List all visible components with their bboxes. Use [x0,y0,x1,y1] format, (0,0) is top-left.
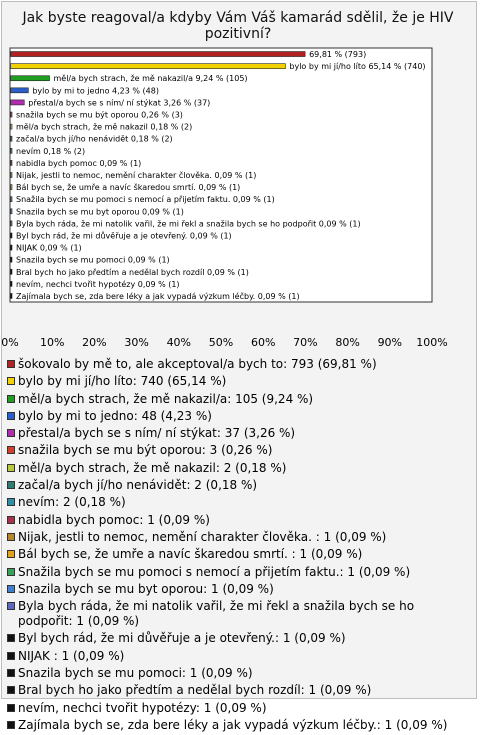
x-tick-label: 80% [335,336,360,349]
legend-label: Byla bych ráda, že mi natolik vařil, že mi řekl a snažila bych se ho podpořit: 1 (0,09 %) [18,599,415,629]
bar-chart [0,0,480,356]
legend-swatch [7,686,15,694]
legend-swatch [7,533,15,541]
legend-item-5 [7,426,472,441]
legend-swatch [7,585,15,593]
bar-19 [11,269,13,274]
bar-1 [11,52,306,57]
bar-label-5: přestal/a bych se s ním/ ní stýkat 3,26 % (37) [28,98,211,108]
legend-label: Snazila bych se mu byt oporou: 1 (0,09 %) [18,581,274,596]
bar-15 [11,221,13,226]
legend-item-12 [7,547,472,562]
bar-21 [11,293,13,298]
bar-label-13: Snažila bych se mu pomoci s nemocí a přijetím faktu. 0,09 % (1) [16,195,275,205]
legend-label: Byl bych rád, že mi důvěřuje a je otevřený.: 1 (0,09 %) [18,631,346,646]
legend-item-20 [7,701,472,716]
bar-label-1: 69,81 % (793) [309,50,367,60]
x-tick-label: 60% [250,336,276,349]
legend-swatch [7,704,15,712]
legend-label: bylo by mi jí/ho líto: 740 (65,14 %) [18,374,227,389]
legend-item-8 [7,478,472,493]
bar-16 [11,233,13,238]
bar-label-10: nabidla bych pomoc 0,09 % (1) [16,158,142,168]
legend-label: Bál bych se, že umře a navíc škaredou smrtí. : 1 (0,09 %) [18,547,363,562]
x-tick-label: 10% [39,336,65,349]
bar-7 [11,124,13,129]
bar-label-9: nevím 0,18 % (2) [16,146,86,156]
legend-swatch [7,446,15,454]
bar-4 [11,88,29,93]
legend-swatch [7,721,15,729]
legend-swatch [7,652,15,660]
bar-9 [11,148,13,153]
bar-label-4: bylo by mi to jedno 4,23 % (48) [32,86,159,96]
legend-swatch [7,412,15,420]
legend-label: šokovalo by mě to, ale akceptoval/a bych to: 793 (69,81 %) [18,357,377,371]
bar-label-17: NIJAK 0,09 % (1) [16,243,82,253]
bar-label-19: Bral bych ho jako předtím a nedělal bych rozdíl 0,09 % (1) [16,267,249,277]
bar-20 [11,281,13,286]
legend-swatch [7,602,15,610]
bar-label-12: Bál bych se, že umře a navíc škaredou smrtí. 0,09 % (1) [16,183,241,193]
legend-item-7 [7,461,472,476]
bar-11 [11,173,13,178]
bar-label-18: Snazila bych se mu pomoci 0,09 % (1) [16,255,170,265]
bar-label-21: Zajímala bych se, zda bere léky a jak vypadá výzkum léčby. 0,09 % (1) [16,291,300,301]
legend-label: bylo by mi to jedno: 48 (4,23 %) [18,408,212,423]
x-tick-label: 0% [1,336,19,349]
legend-label: měl/a bych strach, že mě nakazil: 2 (0,18 %) [18,460,287,475]
x-tick-label: 40% [166,336,192,349]
legend-swatch [7,377,15,385]
bar-10 [11,160,13,165]
bar-6 [11,112,13,117]
bar-5 [11,100,25,105]
legend-swatch [7,550,15,558]
bar-13 [11,197,13,202]
x-tick-label: 100% [416,336,448,349]
x-tick-label: 20% [82,336,107,349]
bar-label-11: Nijak, jestli to nemoc, nemění charakter člověka. 0,09 % (1) [16,171,257,180]
chart-title: Jak byste reagoval/a kdyby Vám Váš kamarád sdělil, že je HIV pozitivní? [22,10,454,42]
x-tick-label: 30% [124,336,149,349]
bar-label-2: bylo by mi jí/ho líto 65,14 % (740) [289,62,426,72]
legend-label: Nijak, jestli to nemoc, nemění charakter člověka. : 1 (0,09 %) [18,529,387,544]
legend-swatch [7,481,15,489]
legend-swatch [7,634,15,642]
legend-label: nevím: 2 (0,18 %) [18,495,126,510]
legend-swatch [7,360,15,368]
legend-item-14 [7,582,472,597]
legend-swatch [7,516,15,524]
bar-14 [11,209,13,214]
x-tick-label: 70% [293,336,318,349]
legend-label: Zajímala bych se, zda bere léky a jak vypadá výzkum léčby.: 1 (0,09 %) [18,717,448,732]
legend-label: nevím, nechci tvořit hypotézy: 1 (0,09 %) [18,700,267,715]
legend-swatch [7,498,15,506]
legend-item-9 [7,495,472,510]
legend-item-3 [7,392,472,407]
legend-item-21 [7,718,472,733]
bar-2 [11,64,286,69]
legend-swatch [7,568,15,576]
legend-swatch [7,464,15,472]
bar-label-20: nevím, nechci tvořit hypotézy 0,09 % (1) [16,279,180,289]
legend-item-1 [7,357,472,372]
bar-label-8: začal/a bych jí/ho nenávidět 0,18 % (2) [16,134,173,144]
bar-12 [11,185,13,190]
legend-item-6 [7,443,472,458]
legend-label: přestal/a bych se s ním/ ní stýkat: 37 (3,26 %) [18,426,296,441]
bar-3 [11,76,50,81]
bar-label-3: měl/a bych strach, že mě nakazil/a 9,24 % (105) [53,74,248,84]
bar-8 [11,136,13,141]
x-tick-label: 90% [377,336,403,349]
legend-item-13 [7,565,472,580]
legend-item-10 [7,513,472,528]
legend-label: NIJAK : 1 (0,09 %) [18,648,125,663]
legend-swatch [7,669,15,677]
bar-label-6: snažila bych se mu být oporou 0,26 % (3) [16,110,183,120]
legend-label: Bral bych ho jako předtím a nedělal bych rozdíl: 1 (0,09 %) [18,683,372,698]
legend-label: začal/a bych jí/ho nenávidět: 2 (0,18 %) [18,478,258,493]
legend-label: snažila bych se mu být oporou: 3 (0,26 %) [18,443,273,458]
bar-18 [11,257,13,262]
x-tick-label: 50% [208,336,234,349]
bar-17 [11,245,13,250]
legend-item-19 [7,683,472,698]
legend-item-11 [7,530,472,545]
legend-swatch [7,429,15,437]
legend-label: měl/a bych strach, že mě nakazil/a: 105 (9,24 %) [18,391,314,406]
bar-label-14: Snazila bych se mu byt oporou 0,09 % (1) [16,207,184,217]
legend-label: Snažila bych se mu pomoci s nemocí a přijetím faktu.: 1 (0,09 %) [18,564,411,579]
bar-label-7: měl/a bych strach, že mě nakazil 0,18 % (2) [16,122,193,132]
legend-swatch [7,395,15,403]
legend-item-16 [7,631,472,646]
chart-legend [7,357,472,735]
legend-item-4 [7,409,472,424]
legend-item-15 [7,599,472,629]
legend-item-18 [7,666,472,681]
legend-item-17 [7,649,472,664]
bar-label-16: Byl bych rád, že mi důvěřuje a je otevřený. 0,09 % (1) [16,231,232,241]
legend-item-2 [7,374,472,389]
legend-label: Snazila bych se mu pomoci: 1 (0,09 %) [18,666,253,681]
bar-label-15: Byla bych ráda, že mi natolik vařil, že mi řekl a snažila bych se ho podpořit 0,09 % (1) [16,219,361,229]
legend-label: nabidla bych pomoc: 1 (0,09 %) [18,512,210,527]
